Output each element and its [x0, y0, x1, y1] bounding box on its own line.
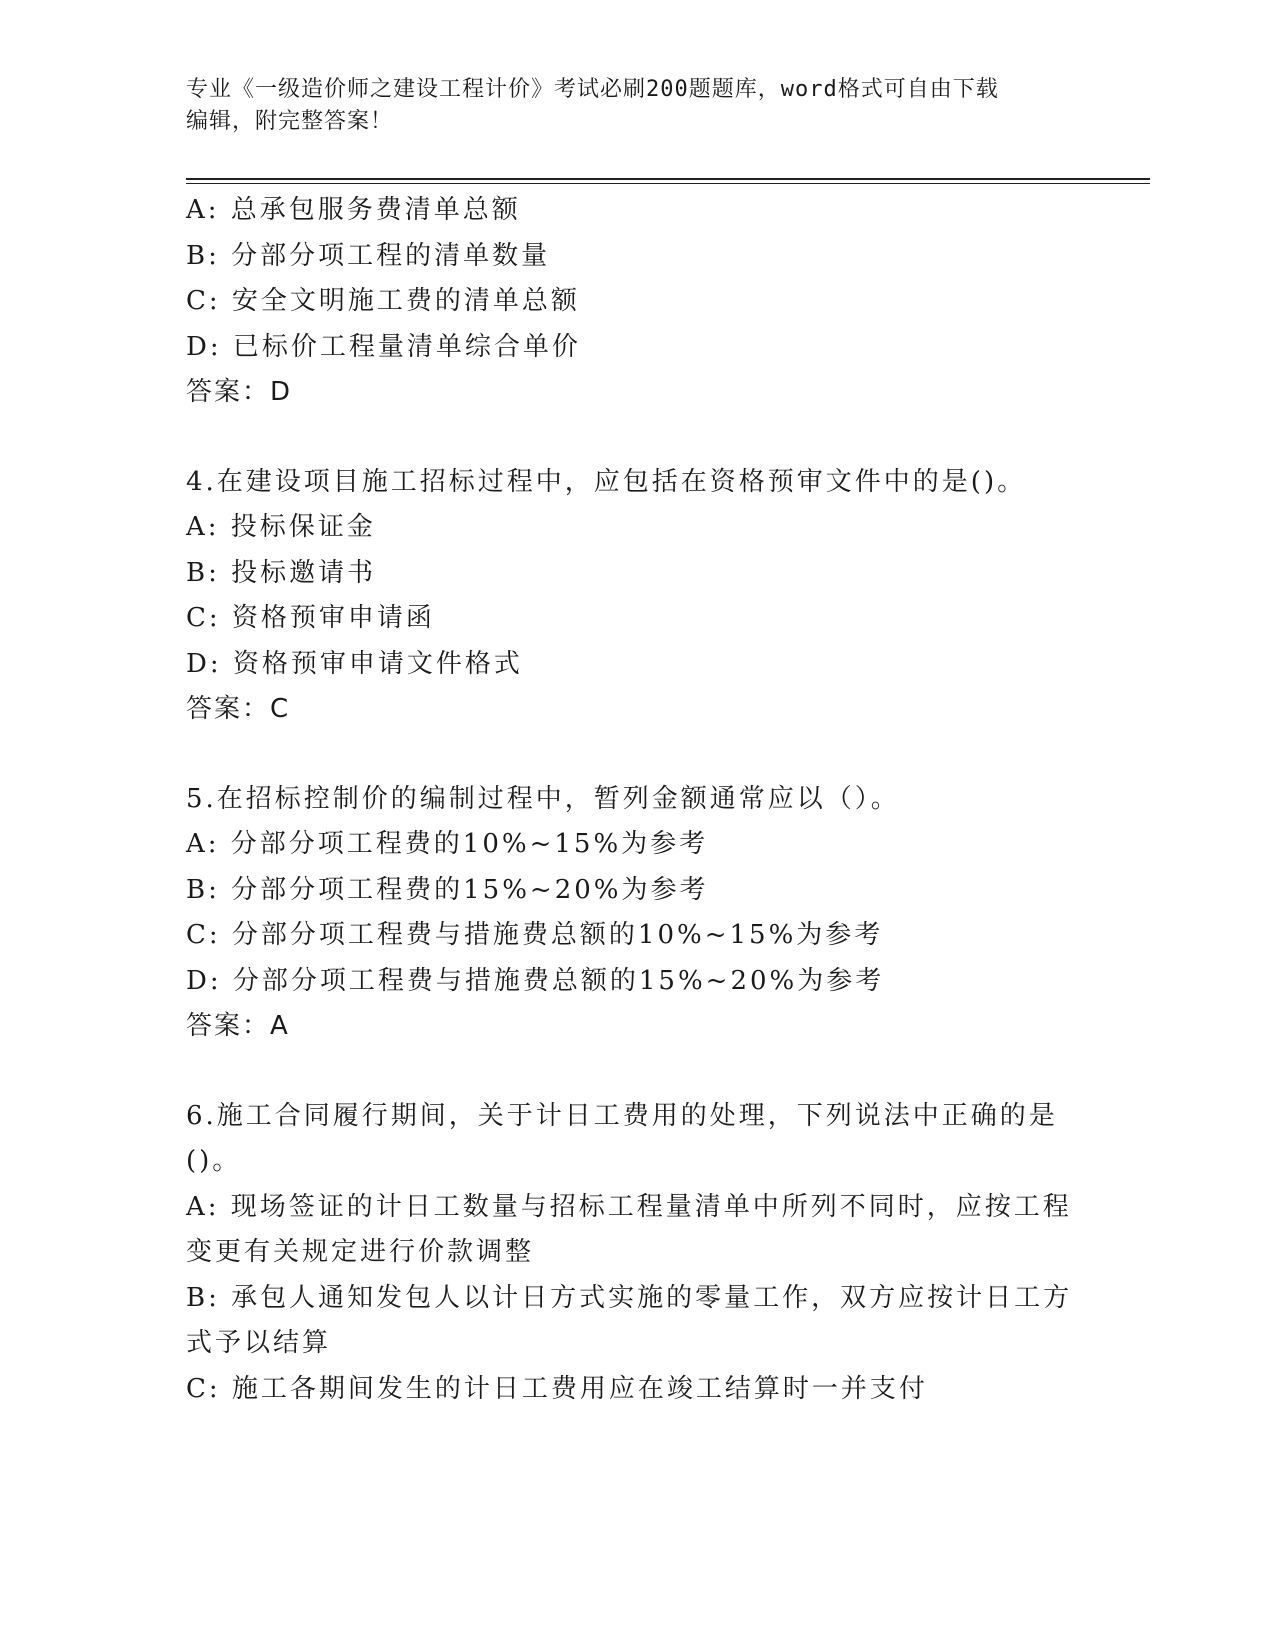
question-text-line-2: ()。 [186, 1146, 242, 1176]
document-header [186, 74, 1066, 138]
answer [186, 1004, 1086, 1050]
answer-label: 答案： [186, 694, 271, 724]
answer-value: C [270, 694, 291, 724]
header-rule-thin [186, 183, 1150, 184]
option-c: C: 资格预审申请函 [186, 603, 435, 633]
option-a-line-2: 变更有关规定进行价款调整 [186, 1237, 535, 1267]
option-a: A: 分部分项工程费的10%~15%为参考 [186, 829, 709, 859]
header-rule-thick [186, 178, 1150, 180]
option-d: D: 分部分项工程费与措施费总额的15%~20%为参考 [186, 965, 885, 996]
option-c: C: 分部分项工程费与措施费总额的10%~15%为参考 [186, 920, 884, 950]
option-b-line-1: B: 承包人通知发包人以计日方式实施的零量工作，双方应按计日工方 [186, 1282, 1073, 1313]
option-a-line-1: A: 现场签证的计日工数量与招标工程量清单中所列不同时，应按工程 [186, 1191, 1072, 1222]
answer-value: D [270, 377, 293, 407]
question-4 [186, 460, 1086, 733]
option-a: A: 总承包服务费清单总额 [186, 195, 521, 225]
option-c: C: 安全文明施工费的清单总额 [186, 286, 580, 316]
option-b: B: 分部分项工程的清单数量 [186, 240, 551, 271]
answer [186, 370, 1086, 416]
header-line-2: 编辑，附完整答案！ [186, 109, 394, 134]
question-5 [186, 777, 1086, 1050]
question-text: 5.在招标控制价的编制过程中，暂列金额通常应以（）。 [186, 783, 900, 814]
question-text-line-1: 6.施工合同履行期间，关于计日工费用的处理，下列说法中正确的是 [186, 1100, 1058, 1131]
option-a: A: 投标保证金 [186, 512, 376, 542]
option-d: D: 已标价工程量清单综合单价 [186, 331, 581, 362]
question-text: 4.在建设项目施工招标过程中，应包括在资格预审文件中的是()。 [186, 466, 1027, 497]
option-c: C: 施工各期间发生的计日工费用应在竣工结算时一并支付 [186, 1373, 928, 1404]
question-6 [186, 1094, 1086, 1413]
question-list [186, 188, 1086, 1412]
question-3 [186, 188, 1086, 416]
header-line-1: 专业《一级造价师之建设工程计价》考试必刷200题题库，word格式可自由下载 [186, 77, 999, 102]
answer-value: A [270, 1011, 290, 1041]
option-b-line-2: 式予以结算 [186, 1328, 332, 1358]
option-b: B: 投标邀请书 [186, 557, 377, 588]
answer-label: 答案： [186, 1011, 271, 1041]
answer-label: 答案： [186, 377, 271, 407]
option-d: D: 资格预审申请文件格式 [186, 648, 523, 679]
answer [186, 687, 1086, 733]
option-b: B: 分部分项工程费的15%~20%为参考 [186, 874, 709, 905]
